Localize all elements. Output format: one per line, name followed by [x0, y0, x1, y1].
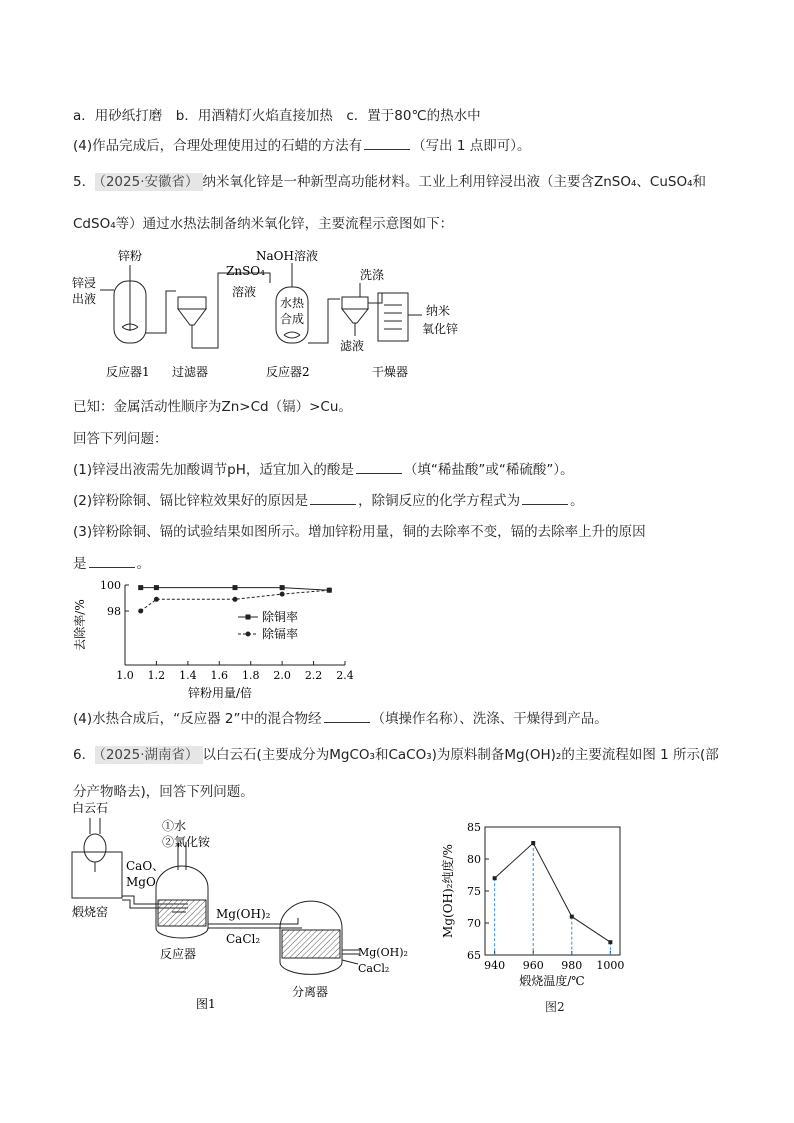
- q6-stem-line1: [73, 743, 719, 763]
- q5-stem2: CdSO₄等）通过水热法制备纳米氧化锌，主要流程示意图如下：: [73, 216, 454, 232]
- dryer-label: 干燥器: [372, 365, 409, 379]
- legend-marker: [246, 615, 251, 620]
- y-tick-label: 75: [467, 885, 481, 898]
- x-tick-label: 1.6: [210, 669, 229, 682]
- naoh-label: NaOH溶液: [256, 249, 318, 263]
- znso4-label: ZnSO₄: [226, 264, 265, 278]
- x-axis-label: 锌粉用量/倍: [187, 686, 253, 700]
- y-tick-label: 100: [100, 579, 121, 592]
- q4-sub4-post: （写出 1 点即可）。: [412, 138, 531, 154]
- q4-options: a．用砂纸打磨 b．用酒精灯火焰直接加热 c．置于80℃的热水中: [73, 108, 481, 124]
- product-label-2: 氧化锌: [422, 322, 459, 336]
- data-point: [570, 915, 574, 919]
- q5-sub2: [73, 489, 584, 509]
- cao-label: CaO、: [126, 859, 165, 873]
- q6-source-tag: （2025·湖南省）: [95, 746, 202, 764]
- mgoh2-label: Mg(OH)₂: [216, 907, 271, 921]
- separator-label: 分离器: [292, 985, 329, 999]
- q5-sub1-post: （填“稀盐酸”或“稀硫酸”）。: [403, 462, 574, 478]
- wash-label: 洗涤: [360, 268, 385, 282]
- figure1-caption: 图1: [196, 997, 216, 1011]
- data-point-square: [154, 585, 159, 590]
- reactor-label: 反应器: [160, 947, 197, 961]
- water-label: ①水: [162, 819, 187, 833]
- y-tick-label: 70: [467, 917, 481, 930]
- hydro-label-2: 合成: [280, 312, 305, 326]
- q4-sub4-pre: (4)作品完成后，合理处理使用过的石蜡的方法有: [73, 138, 363, 154]
- hydro-label-1: 水热: [280, 296, 305, 310]
- q5-sub1: [73, 458, 574, 478]
- solution-label: 溶液: [232, 285, 257, 299]
- y-axis-label: 去除率/%: [73, 599, 87, 651]
- reactor2-label: 反应器2: [266, 365, 310, 379]
- q5-sub1-pre: (1)锌浸出液需先加酸调节pH，适宜加入的酸是: [73, 462, 354, 478]
- q5-known: 已知：金属活动性顺序为Zn>Cd（镉）>Cu。: [73, 399, 352, 415]
- x-tick-label: 1.8: [241, 669, 260, 682]
- q5-flow-diagram: [70, 243, 490, 383]
- q5-sub2-pre: (2)锌粉除铜、镉比锌粒效果好的原因是: [73, 493, 309, 509]
- x-tick-label: 960: [522, 959, 544, 972]
- q5-stem1: 纳米氧化锌是一种新型高功能材料。工业上利用锌浸出液（主要含ZnSO₄、CuSO₄和: [202, 174, 707, 190]
- data-point-circle: [138, 609, 143, 614]
- q5-sub4-pre: (4)水热合成后，“反应器 2”中的混合物经: [73, 711, 322, 727]
- x-tick-label: 1.2: [147, 669, 166, 682]
- legend-label: 除铜率: [262, 610, 299, 624]
- dolomite-label: 白云石: [72, 801, 109, 815]
- data-point-square: [280, 585, 285, 590]
- q5-sub3-post: 。: [136, 556, 150, 572]
- q5-sub3-line2: [73, 552, 150, 572]
- purity-chart: [440, 815, 640, 1010]
- q5-sub4-post: （填操作名称）、洗涤、干燥得到产品。: [371, 711, 608, 727]
- out-mgoh2-label: Mg(OH)₂: [358, 946, 408, 959]
- answer-blank[interactable]: [364, 137, 410, 150]
- nh4cl-label: ②氯化铵: [162, 835, 211, 849]
- filter-label: 过滤器: [172, 365, 209, 379]
- q5-sub4: [73, 707, 608, 727]
- figure2-caption: 图2: [545, 1000, 565, 1014]
- kiln-label: 煅烧窑: [72, 905, 109, 919]
- answer-blank[interactable]: [324, 710, 370, 723]
- series-line: [495, 843, 611, 942]
- data-point-square: [233, 585, 238, 590]
- out-cacl2-label: CaCl₂: [358, 962, 390, 975]
- y-tick-label: 85: [467, 821, 481, 834]
- data-point-circle: [280, 592, 285, 597]
- data-point: [493, 876, 497, 880]
- q4-sub4: [73, 134, 531, 154]
- y-axis-label: Mg(OH)₂纯度/%: [441, 844, 455, 938]
- q5-sub2-post: 。: [570, 493, 584, 509]
- q6-stem2: 分产物略去)，回答下列问题。: [73, 784, 254, 800]
- q5-answer-intro: 回答下列问题：: [73, 431, 168, 447]
- y-tick-label: 98: [107, 605, 121, 618]
- y-tick-label: 80: [467, 853, 481, 866]
- data-point-circle: [327, 588, 332, 593]
- data-point-circle: [233, 597, 238, 602]
- removal-rate-chart: [70, 573, 360, 703]
- q5-stem-line1: [73, 170, 706, 190]
- q6-stem1: 以白云石(主要成分为MgCO₃和CaCO₃)为原料制备Mg(OH)₂的主要流程如图 1 所示(部: [202, 747, 719, 763]
- q5-sub3-pre: 是: [73, 556, 87, 572]
- x-tick-label: 980: [561, 959, 583, 972]
- q6-flow-diagram: [68, 800, 418, 1015]
- kiln-shape: [72, 852, 122, 898]
- x-tick-label: 1000: [596, 959, 625, 972]
- filtrate-label: 滤液: [340, 339, 365, 353]
- x-axis-label: 煅烧温度/℃: [519, 974, 585, 988]
- q6-number: 6．: [73, 747, 96, 763]
- q5-sub2-mid: ，除铜反应的化学方程式为: [358, 493, 521, 509]
- x-tick-label: 2.2: [304, 669, 323, 682]
- x-tick-label: 940: [484, 959, 506, 972]
- y-tick-label: 65: [467, 949, 481, 962]
- x-tick-label: 2.0: [273, 669, 291, 682]
- q5-number: 5．: [73, 174, 96, 190]
- feed-label-2: 出液: [72, 292, 97, 306]
- q5-source-tag: （2025·安徽省）: [95, 173, 202, 191]
- data-point-square: [138, 585, 143, 590]
- answer-blank[interactable]: [89, 555, 135, 568]
- legend-label: 除镉率: [262, 627, 299, 641]
- zinc-powder-label: 锌粉: [118, 249, 143, 263]
- answer-blank[interactable]: [356, 461, 402, 474]
- answer-blank[interactable]: [522, 492, 568, 505]
- x-tick-label: 1.0: [116, 669, 134, 682]
- q5-sub3-line1: (3)锌粉除铜、镉的试验结果如图所示。增加锌粉用量，铜的去除率不变，镉的去除率上升的原因: [73, 524, 646, 540]
- reactor1-label: 反应器1: [106, 365, 150, 379]
- legend-marker: [246, 632, 251, 637]
- data-point-circle: [154, 597, 159, 602]
- x-tick-label: 1.4: [179, 669, 197, 682]
- cacl2-label: CaCl₂: [226, 932, 261, 946]
- x-tick-label: 2.4: [336, 669, 354, 682]
- plot-frame: [485, 827, 620, 955]
- answer-blank[interactable]: [310, 492, 356, 505]
- feed-label-1: 锌浸: [72, 276, 97, 290]
- data-point: [608, 940, 612, 944]
- data-point: [531, 841, 535, 845]
- mgo-label: MgO: [126, 875, 156, 889]
- product-label-1: 纳米: [426, 304, 451, 318]
- filter-shape: [178, 297, 206, 309]
